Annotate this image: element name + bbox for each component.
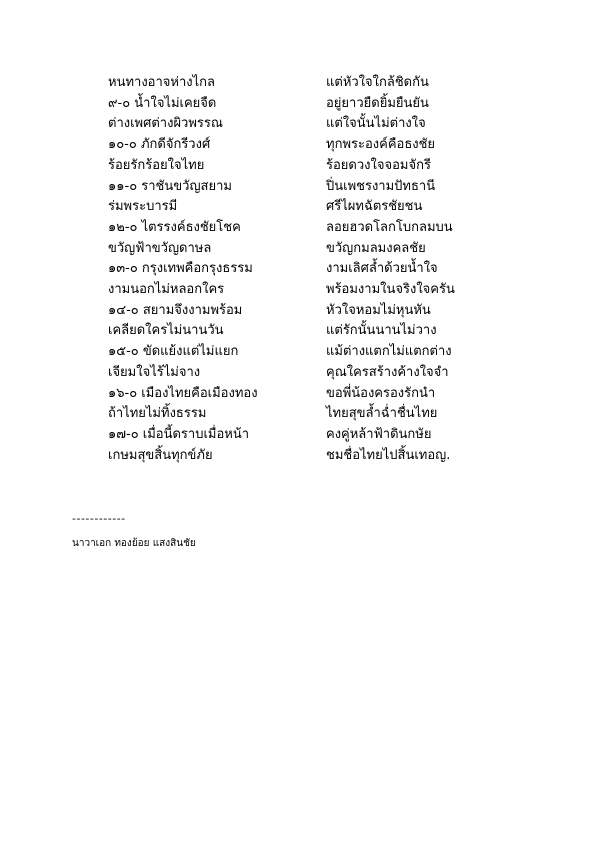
poem-line-left: งามนอกไม่หลอกใคร — [108, 282, 225, 297]
poem-line-right: ปิ่นเพชรงามปัทธานี — [326, 178, 436, 194]
poem-row — [0, 137, 595, 158]
poem-line-right: ร้อยดวงใจจอมจักรี — [326, 157, 431, 173]
poem-line-left: เคลียดใครไม่นานวัน — [108, 323, 224, 339]
poem-row — [0, 220, 595, 241]
poem-line-left: เจียมใจไร้ไม่จาง — [108, 364, 201, 380]
poem-line-left: ถ้าไทยไม่ทิ้งธรรม — [108, 406, 207, 422]
poem-line-left: ๑๔-๐ สยามจึงงามพร้อม — [108, 302, 243, 318]
poem-line-left: ๑๓-๐ กรุงเทพคือกรุงธรรม — [108, 261, 253, 277]
poem-line-left: ร่มพระบารมี — [108, 199, 178, 215]
poem-row — [0, 75, 595, 96]
poem-row — [0, 199, 595, 220]
poem-line-left: เกษมสุขสิ้นทุกข์ภัย — [108, 447, 213, 463]
poem-row — [0, 427, 595, 448]
poem-line-right: อยู่ยาวยืดยิ้มยืนยัน — [326, 95, 429, 111]
poem-row — [0, 365, 595, 386]
poem-line-right: ขวัญกมลมงคลชัย — [326, 240, 426, 256]
poem-row — [0, 96, 595, 117]
poem-line-right: แต่หัวใจใกล้ชิดกัน — [326, 75, 429, 90]
poem-line-right: งามเลิศล้ำด้วยน้ำใจ — [326, 261, 438, 277]
poem-line-right: ชมชื่อไทยไปสิ้นเทอญ. — [326, 447, 451, 463]
poem-line-left: หนทางอาจห่างไกล — [108, 75, 215, 90]
poem-row — [0, 179, 595, 200]
poem-line-left: ต่างเพศต่างผิวพรรณ — [108, 116, 223, 132]
poem-row — [0, 116, 595, 137]
poem-line-right: แม้ต่างแตกไม่แตกต่าง — [326, 344, 452, 360]
poem-line-left: ๑๒-๐ ไตรรงค์ธงชัยโชค — [108, 219, 241, 235]
poem-line-left: ๑๕-๐ ขัดแย้งแต่ไม่แยก — [108, 344, 239, 360]
poem-line-right: ทุกพระองค์คือธงชัย — [326, 137, 436, 153]
poem-row — [0, 282, 595, 303]
poem-line-right: แต่รักนั้นนานไม่วาง — [326, 323, 437, 339]
poem-line-right: พร้อมงามในจริงใจครัน — [326, 282, 455, 297]
poem-line-left: ร้อยรักร้อยใจไทย — [108, 157, 205, 173]
poem-line-right: ลอยฮวดโลกโบกลมบน — [326, 219, 453, 235]
poem-line-right: ไทยสุขล้ำฉ่ำชื่นไทย — [326, 406, 438, 422]
poem-line-right: ศรีไผทฉัตรชัยชน — [326, 199, 423, 215]
poem-row — [0, 241, 595, 262]
poem-line-right: ขอพี่น้องครองรักนำ — [326, 385, 436, 401]
author-credit: นาวาเอก ทองย้อย แสงสินชัย — [72, 538, 196, 549]
poem-line-right: คงคู่หล้าฟ้าดินกษัย — [326, 426, 432, 442]
poem-row — [0, 158, 595, 179]
poem-line-left: ๙-๐ น้ำใจไม่เคยจืด — [108, 95, 217, 111]
poem-line-left: ขวัญฟ้าขวัญดาษล — [108, 240, 212, 256]
poem-row — [0, 303, 595, 324]
poem-line-right: หัวใจหอมไม่หุนหัน — [326, 302, 431, 318]
poem-row — [0, 406, 595, 427]
poem-line-right: คุณใครสร้างค้างใจจำ — [326, 364, 449, 380]
poem-line-left: ๑๐-๐ ภักดีจักรีวงศ์ — [108, 137, 211, 153]
poem-line-right: แต่ใจนั้นไม่ต่างใจ — [326, 116, 426, 132]
poem-row — [0, 323, 595, 344]
poem-row — [0, 344, 595, 365]
separator-line: ------------ — [72, 512, 126, 525]
poem-row — [0, 386, 595, 407]
poem-line-left: ๑๖-๐ เมืองไทยคือเมืองทอง — [108, 385, 258, 401]
poem-row — [0, 448, 595, 469]
poem-row — [0, 261, 595, 282]
poem-line-left: ๑๗-๐ เมื่อนี้ดราบเมื่อหน้า — [108, 426, 250, 442]
poem-line-left: ๑๑-๐ ราชันขวัญสยาม — [108, 178, 232, 194]
